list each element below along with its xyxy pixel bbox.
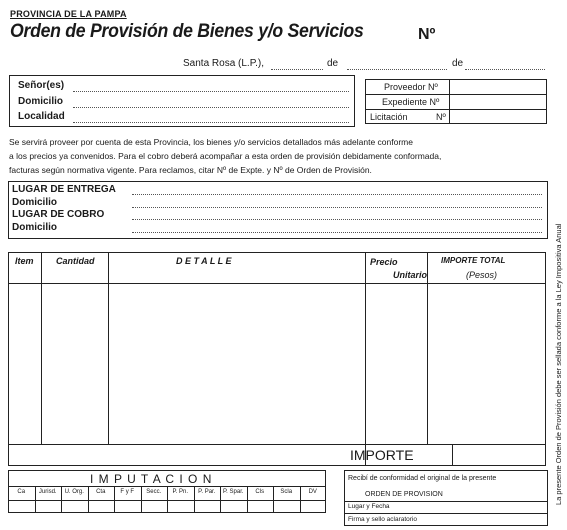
lugar-fecha-label: Lugar y Fecha [348,503,390,510]
domicilio-field[interactable] [73,107,349,108]
senor-field[interactable] [73,91,349,92]
cantidad-header: Cantidad [56,256,95,266]
imputacion-cell[interactable] [9,501,34,512]
imputacion-col-label: F y F [120,489,135,495]
imputacion-col-label: Scla [280,489,293,495]
conformity-line-2: ORDEN DE PROVISION [365,491,443,498]
domicilio-cobro-field[interactable] [132,232,542,233]
firma-field[interactable] [420,514,546,525]
domicilio-label: Domicilio [18,96,64,107]
lugar-entrega-field[interactable] [132,194,542,195]
items-body[interactable] [9,284,545,443]
domicilio-cobro-label: Domicilio [12,222,58,233]
imputacion-col-label: U. Org. [64,489,84,495]
instructions-line-2: a los precios ya convenidos. Para el cobro deberá acompañar a esta orden de provisión debidamente conformada, [9,151,442,161]
de-label-2: de [452,58,464,69]
domicilio-entrega-label: Domicilio [12,197,58,208]
imputacion-col-label: Secc. [146,489,162,495]
imputacion-col-label: P. Pn. [172,489,189,495]
expediente-label: Expediente Nº [382,97,440,107]
imputacion-cell[interactable] [115,501,140,512]
day-field[interactable] [271,69,323,70]
imputacion-cell[interactable] [195,501,220,512]
proveedor-field[interactable] [450,80,546,94]
place-label: Santa Rosa (L.P.), [183,58,264,69]
licitacion-label: Licitación [370,112,408,122]
order-number-label: Nº [418,26,436,43]
imputacion-cell[interactable] [274,501,299,512]
imputacion-col-label: Ca [17,489,26,495]
senor-label: Señor(es) [18,80,65,91]
domicilio-entrega-field[interactable] [132,207,542,208]
imputacion-cell[interactable] [248,501,273,512]
imputacion-cell[interactable] [168,501,193,512]
side-note: La presente Orden de Provisión debe ser sellada conforme a la Ley Impositiva Anual [554,223,563,505]
importe-total-header: IMPORTE TOTAL [441,256,506,265]
unitario-header: Unitario [393,270,428,280]
imputacion-cell[interactable] [142,501,167,512]
year-field[interactable] [465,69,545,70]
localidad-label: Localidad [18,111,65,122]
item-header: Item [15,256,34,266]
licitacion-field[interactable] [450,110,546,123]
detalle-header: D E T A L L E [176,256,232,266]
conformity-line-1: Recibí de conformidad el original de la presente [348,475,497,482]
pesos-header: (Pesos) [466,270,498,280]
lugar-cobro-label: LUGAR DE COBRO [12,209,105,220]
de-label-1: de [327,58,339,69]
localidad-field[interactable] [73,122,349,123]
imputacion-col-label: P. Spar. [222,489,244,495]
imputacion-cell[interactable] [221,501,246,512]
importe-total-field[interactable] [453,445,545,465]
firma-label: Firma y sello aclaratorio [348,516,417,523]
province-label: PROVINCIA DE LA PAMPA [10,9,127,19]
instructions-line-1: Se servirá proveer por cuenta de esta Provincia, los bienes y/o servicios detallados más adelante conforme [9,137,413,147]
expediente-field[interactable] [450,95,546,109]
imputacion-col-label: P. Par. [198,489,216,495]
month-field[interactable] [347,69,447,70]
importe-label: IMPORTE [350,447,414,463]
imputacion-col-label: Cls [255,489,265,495]
imputacion-col-label: Cta [96,489,106,495]
precio-header: Precio [370,257,398,267]
imputacion-cell[interactable] [301,501,326,512]
lugar-cobro-field[interactable] [132,219,542,220]
imputacion-title: I M P U T A C I O N [90,472,213,486]
lugar-fecha-field[interactable] [390,502,546,513]
licitacion-no-label: Nº [436,112,446,122]
imputacion-col-label: DV [308,489,317,495]
imputacion-cell[interactable] [89,501,114,512]
imputacion-cell[interactable] [62,501,87,512]
instructions-line-3: facturas según normativa vigente. Para reclamos, citar Nº de Expte. y Nº de Orden de Provisión. [9,165,372,175]
page-title: Orden de Provisión de Bienes y/o Servicios [10,21,364,42]
imputacion-cell[interactable] [36,501,61,512]
lugar-entrega-label: LUGAR DE ENTREGA [12,184,116,195]
imputacion-col-label: Jurisd. [38,489,57,495]
proveedor-label: Proveedor Nº [384,82,438,92]
